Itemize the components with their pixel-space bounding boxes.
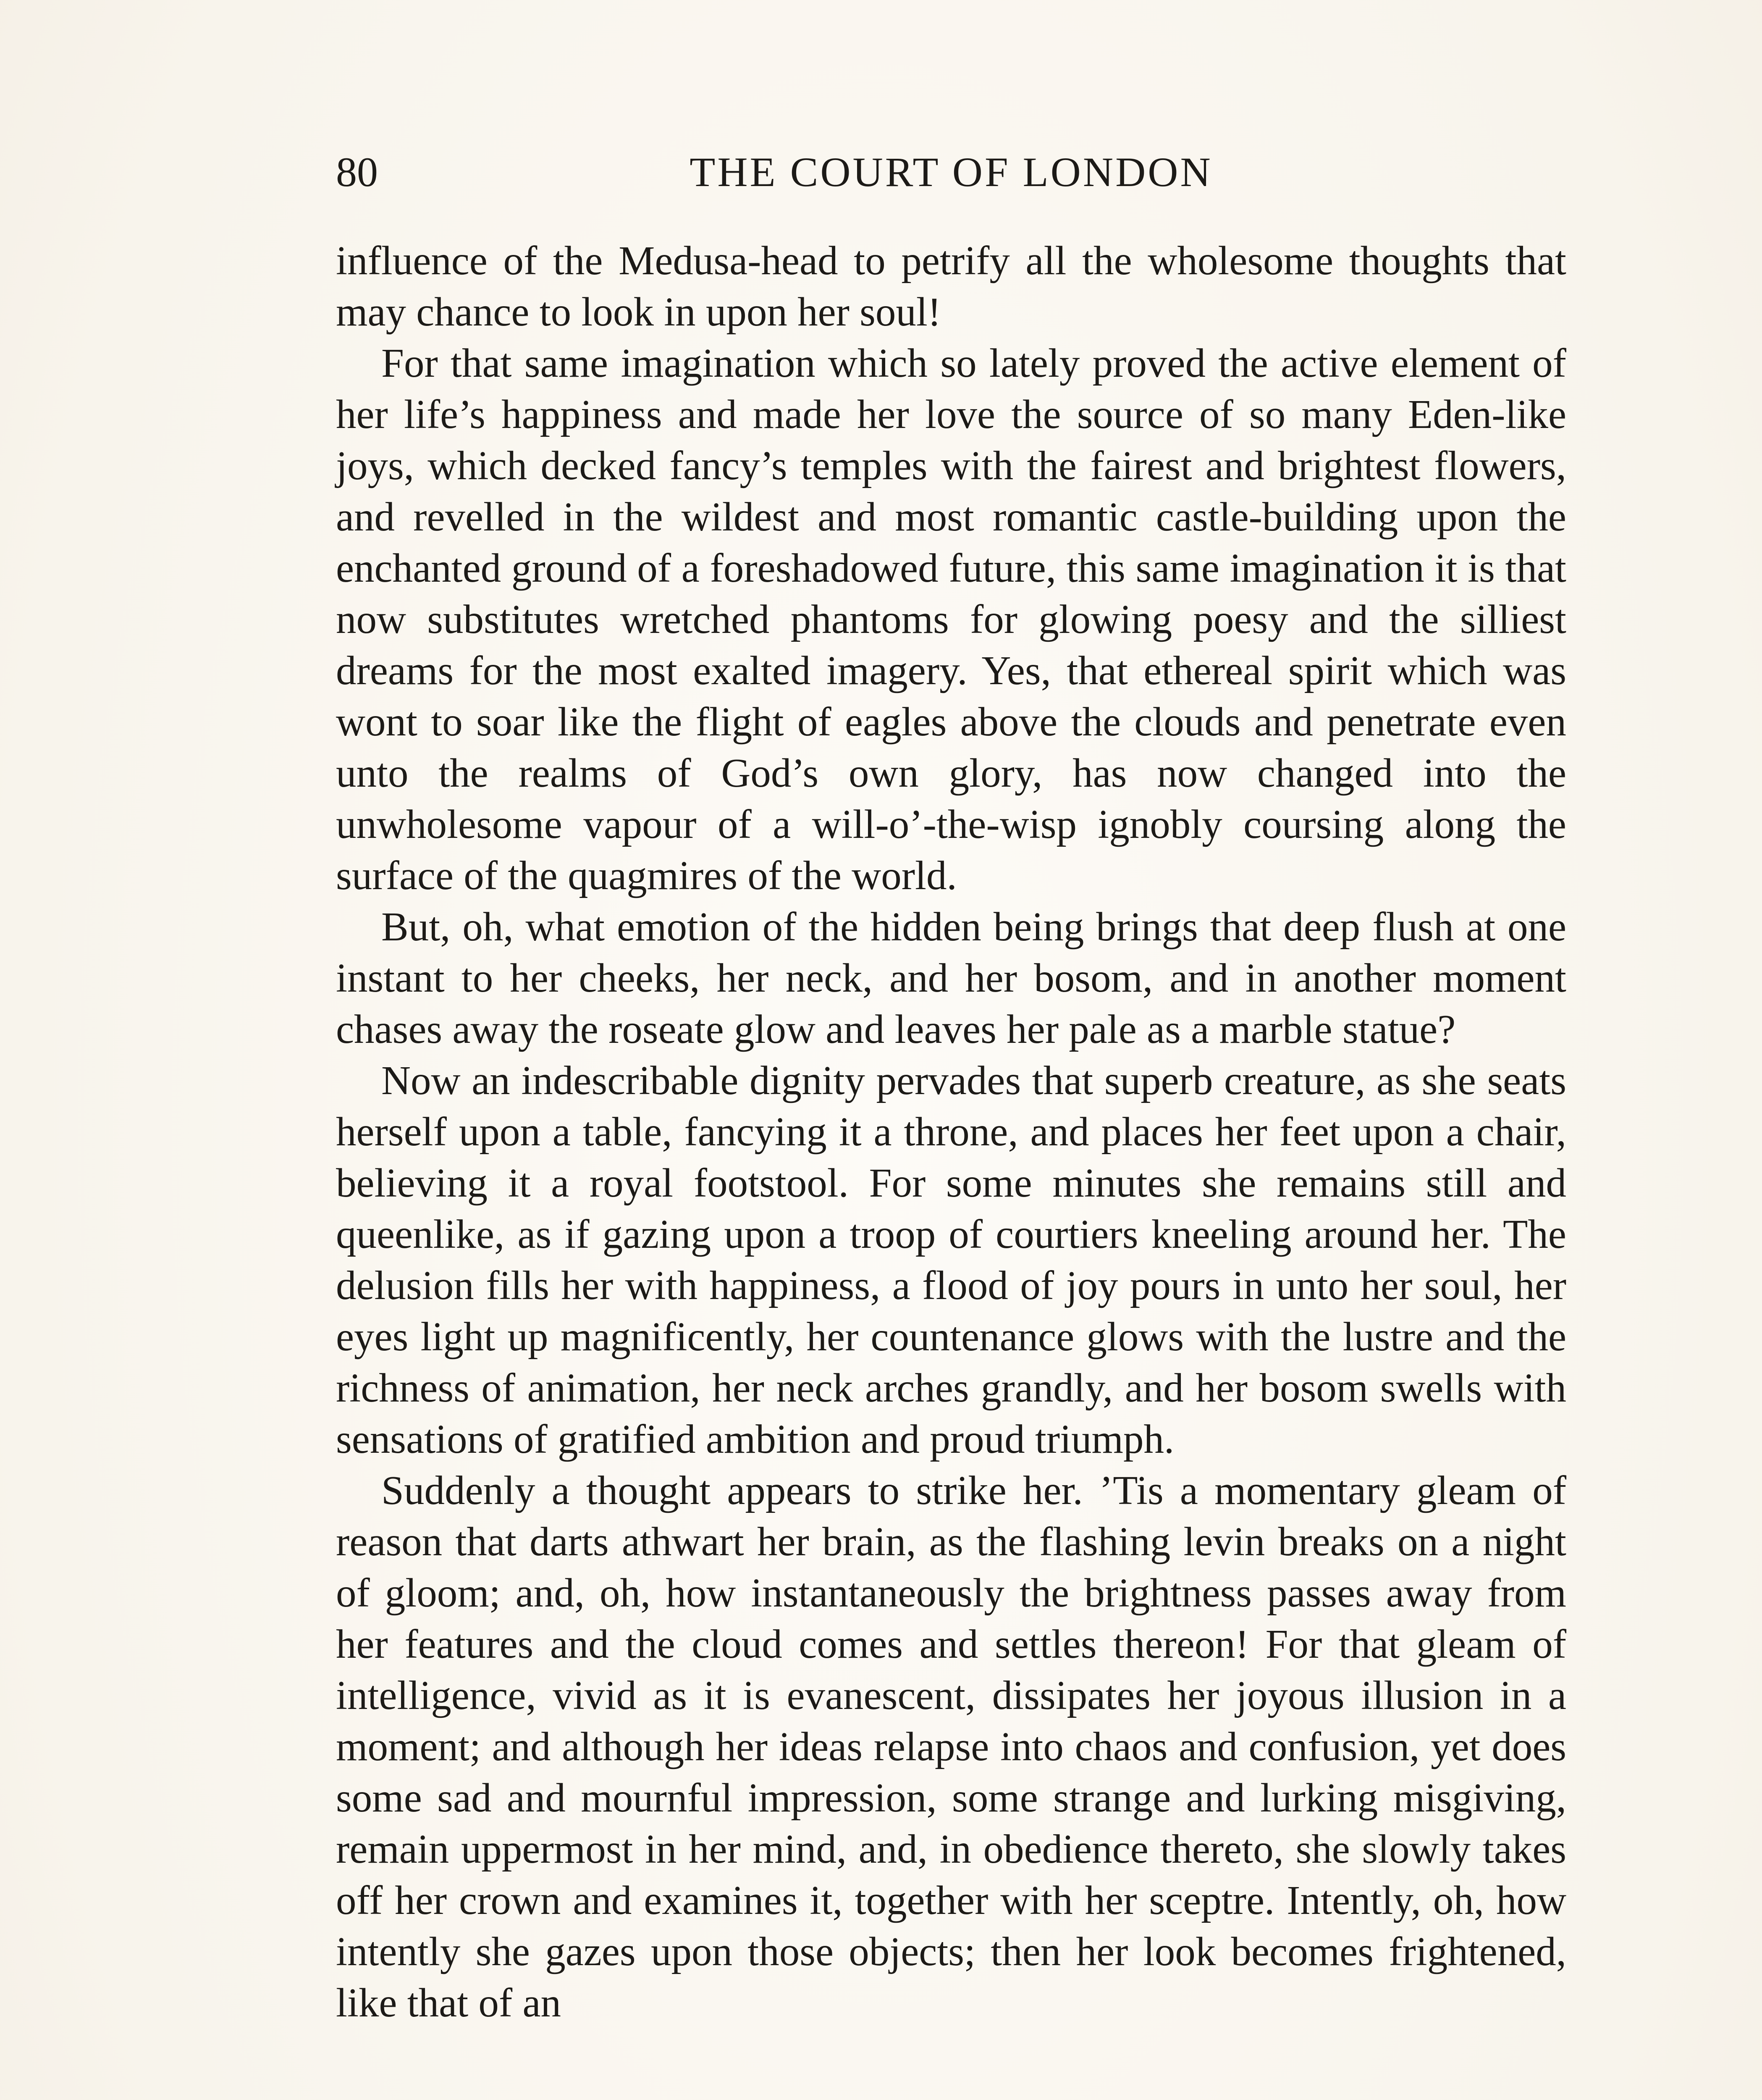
paragraph: Now an indescribable dignity pervades that superb creature, as she seats herself upon a table, fancying it a throne, and places her feet upon a chair, believing it a royal footstool. For some minutes she remains still and queenlike, as if gazing upon a troop of courtiers kneeling around her. The delusion fills her with happiness, a flood of joy pours in unto her soul, her eyes light up magnificently, her countenance glows with the lustre and the richness of animation, her neck arches grandly, and her bosom swells with sensations of gratified ambition and proud triumph. [336, 1058, 1566, 1462]
body-text [336, 235, 1566, 2029]
paragraph-continuation: influence of the Medusa-head to petrify all the wholesome thoughts that may chance to look in upon her soul! [336, 238, 1566, 334]
page-number: 80 [336, 149, 378, 195]
paragraph: But, oh, what emotion of the hidden being brings that deep flush at one instant to her cheeks, her neck, and her bosom, and in another moment chases away the roseate glow and leaves her pale as a marble statue? [336, 904, 1566, 1052]
page-header [336, 143, 1566, 202]
running-head-title: THE COURT OF LONDON [690, 149, 1213, 195]
paragraph: For that same imagination which so lately proved the active element of her life’s happiness and made her love the source of so many Eden-like joys, which decked fancy’s temples with the fairest and brightest flowers, and revelled in the wildest and most romantic castle-building upon the enchanted ground of a foreshadowed future, this same imagination it is that now substitutes wretched phantoms for glowing poesy and the silliest dreams for the most exalted imagery. Yes, that ethereal spirit which was wont to soar like the flight of eagles above the clouds and penetrate even unto the realms of God’s own glory, has now changed into the unwholesome vapour of a will-o’-the-wisp ignobly coursing along the surface of the quagmires of the world. [336, 341, 1566, 898]
paragraph: Suddenly a thought appears to strike her. ’Tis a momentary gleam of reason that darts athwart her brain, as the flashing levin breaks on a night of gloom; and, oh, how instantaneously the brightness passes away from her features and the cloud comes and settles thereon! For that gleam of intelligence, vivid as it is evanescent, dissipates her joyous illusion in a moment; and although her ideas relapse into chaos and confusion, yet does some sad and mournful impression, some strange and lurking misgiving, remain uppermost in her mind, and, in obedience thereto, she slowly takes off her crown and examines it, together with her sceptre. Intently, oh, how intently she gazes upon those objects; then her look becomes frightened, like that of an [336, 1468, 1566, 2025]
